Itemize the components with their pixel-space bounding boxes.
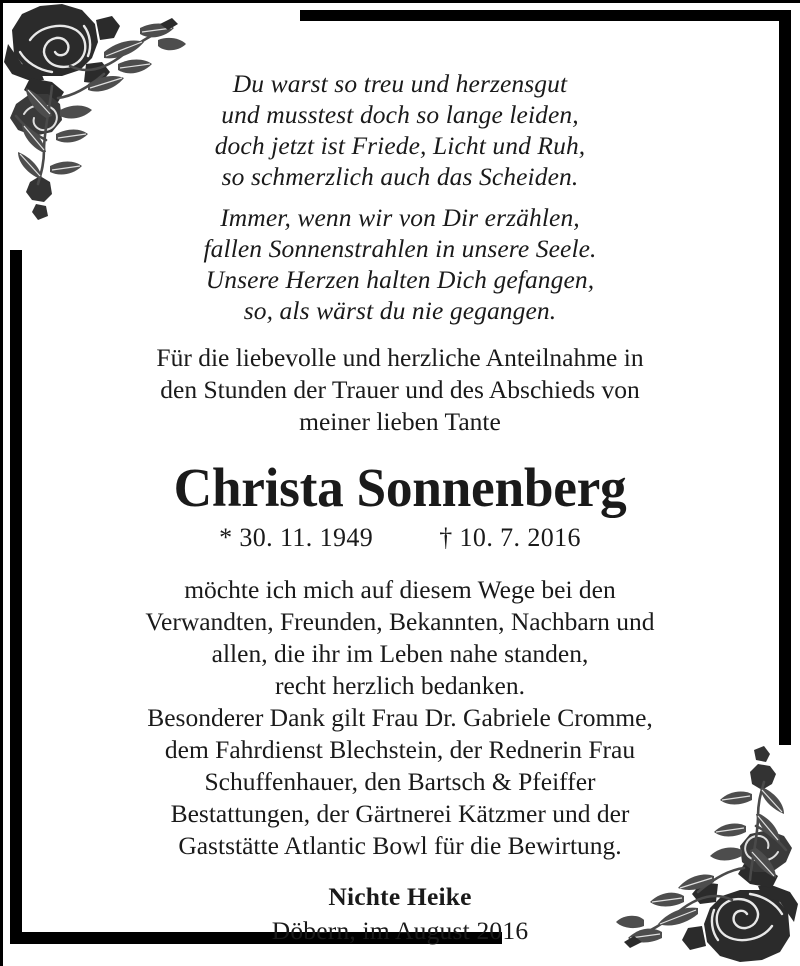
poem-stanza-one bbox=[60, 68, 740, 192]
thanks-paragraph bbox=[60, 574, 740, 862]
intro-line: den Stunden der Trauer und des Abschieds von bbox=[160, 375, 640, 404]
thanks-line: Besonderer Dank gilt Frau Dr. Gabriele Cromme, bbox=[147, 703, 653, 732]
signature-place-date: Döbern, im August 2016 bbox=[271, 916, 529, 945]
thanks-line: Bestattungen, der Gärtnerei Kätzmer und der bbox=[170, 799, 630, 828]
frame-inner-bar-right bbox=[779, 10, 791, 745]
poem-line: fallen Sonnenstrahlen in unsere Seele. bbox=[203, 234, 597, 263]
poem-line: Immer, wenn wir von Dir erzählen, bbox=[220, 203, 580, 232]
thanks-line: allen, die ihr im Leben nahe standen, bbox=[211, 639, 589, 668]
thanks-line: Gaststätte Atlantic Bowl für die Bewirtung. bbox=[178, 831, 622, 860]
poem-line: doch jetzt ist Friede, Licht und Ruh, bbox=[214, 131, 586, 160]
poem-line: so, als wärst du nie gegangen. bbox=[243, 296, 557, 325]
intro-line: Für die liebevolle und herzliche Anteilnahme in bbox=[156, 343, 644, 372]
condolence-intro-paragraph bbox=[60, 342, 740, 438]
thanks-line: Schuffenhauer, den Bartsch & Pfeiffer bbox=[204, 767, 596, 796]
deceased-name: Christa Sonnenberg bbox=[173, 457, 627, 518]
signatory-name: Nichte Heike bbox=[328, 882, 472, 911]
death-date: 10. 7. 2016 bbox=[459, 523, 581, 552]
poem-line: Unsere Herzen halten Dich gefangen, bbox=[205, 265, 595, 294]
signature-block bbox=[60, 880, 740, 948]
life-dates bbox=[60, 522, 740, 554]
thanks-line: dem Fahrdienst Blechstein, der Rednerin Frau bbox=[164, 735, 636, 764]
cross-symbol-icon: † bbox=[439, 523, 453, 552]
thanks-line: Verwandten, Freunden, Bekannten, Nachbarn und bbox=[145, 607, 655, 636]
poem-line: Du warst so treu und herzensgut bbox=[232, 69, 568, 98]
frame-inner-bar-left bbox=[10, 250, 22, 944]
birth-date-group bbox=[219, 523, 373, 552]
thanks-line: recht herzlich bedanken. bbox=[275, 671, 525, 700]
frame-outer-rule-left bbox=[0, 0, 3, 966]
birth-symbol-icon: * bbox=[219, 523, 233, 552]
poem-stanza-two bbox=[60, 202, 740, 326]
poem-line: so schmerzlich auch das Scheiden. bbox=[221, 162, 579, 191]
poem-line: und musstest doch so lange leiden, bbox=[221, 100, 579, 129]
intro-line: meiner lieben Tante bbox=[299, 407, 501, 436]
death-date-group bbox=[439, 523, 581, 552]
birth-date: 30. 11. 1949 bbox=[239, 523, 374, 552]
notice-content bbox=[60, 0, 740, 948]
thanks-line: möchte ich mich auf diesem Wege bei den bbox=[184, 575, 616, 604]
